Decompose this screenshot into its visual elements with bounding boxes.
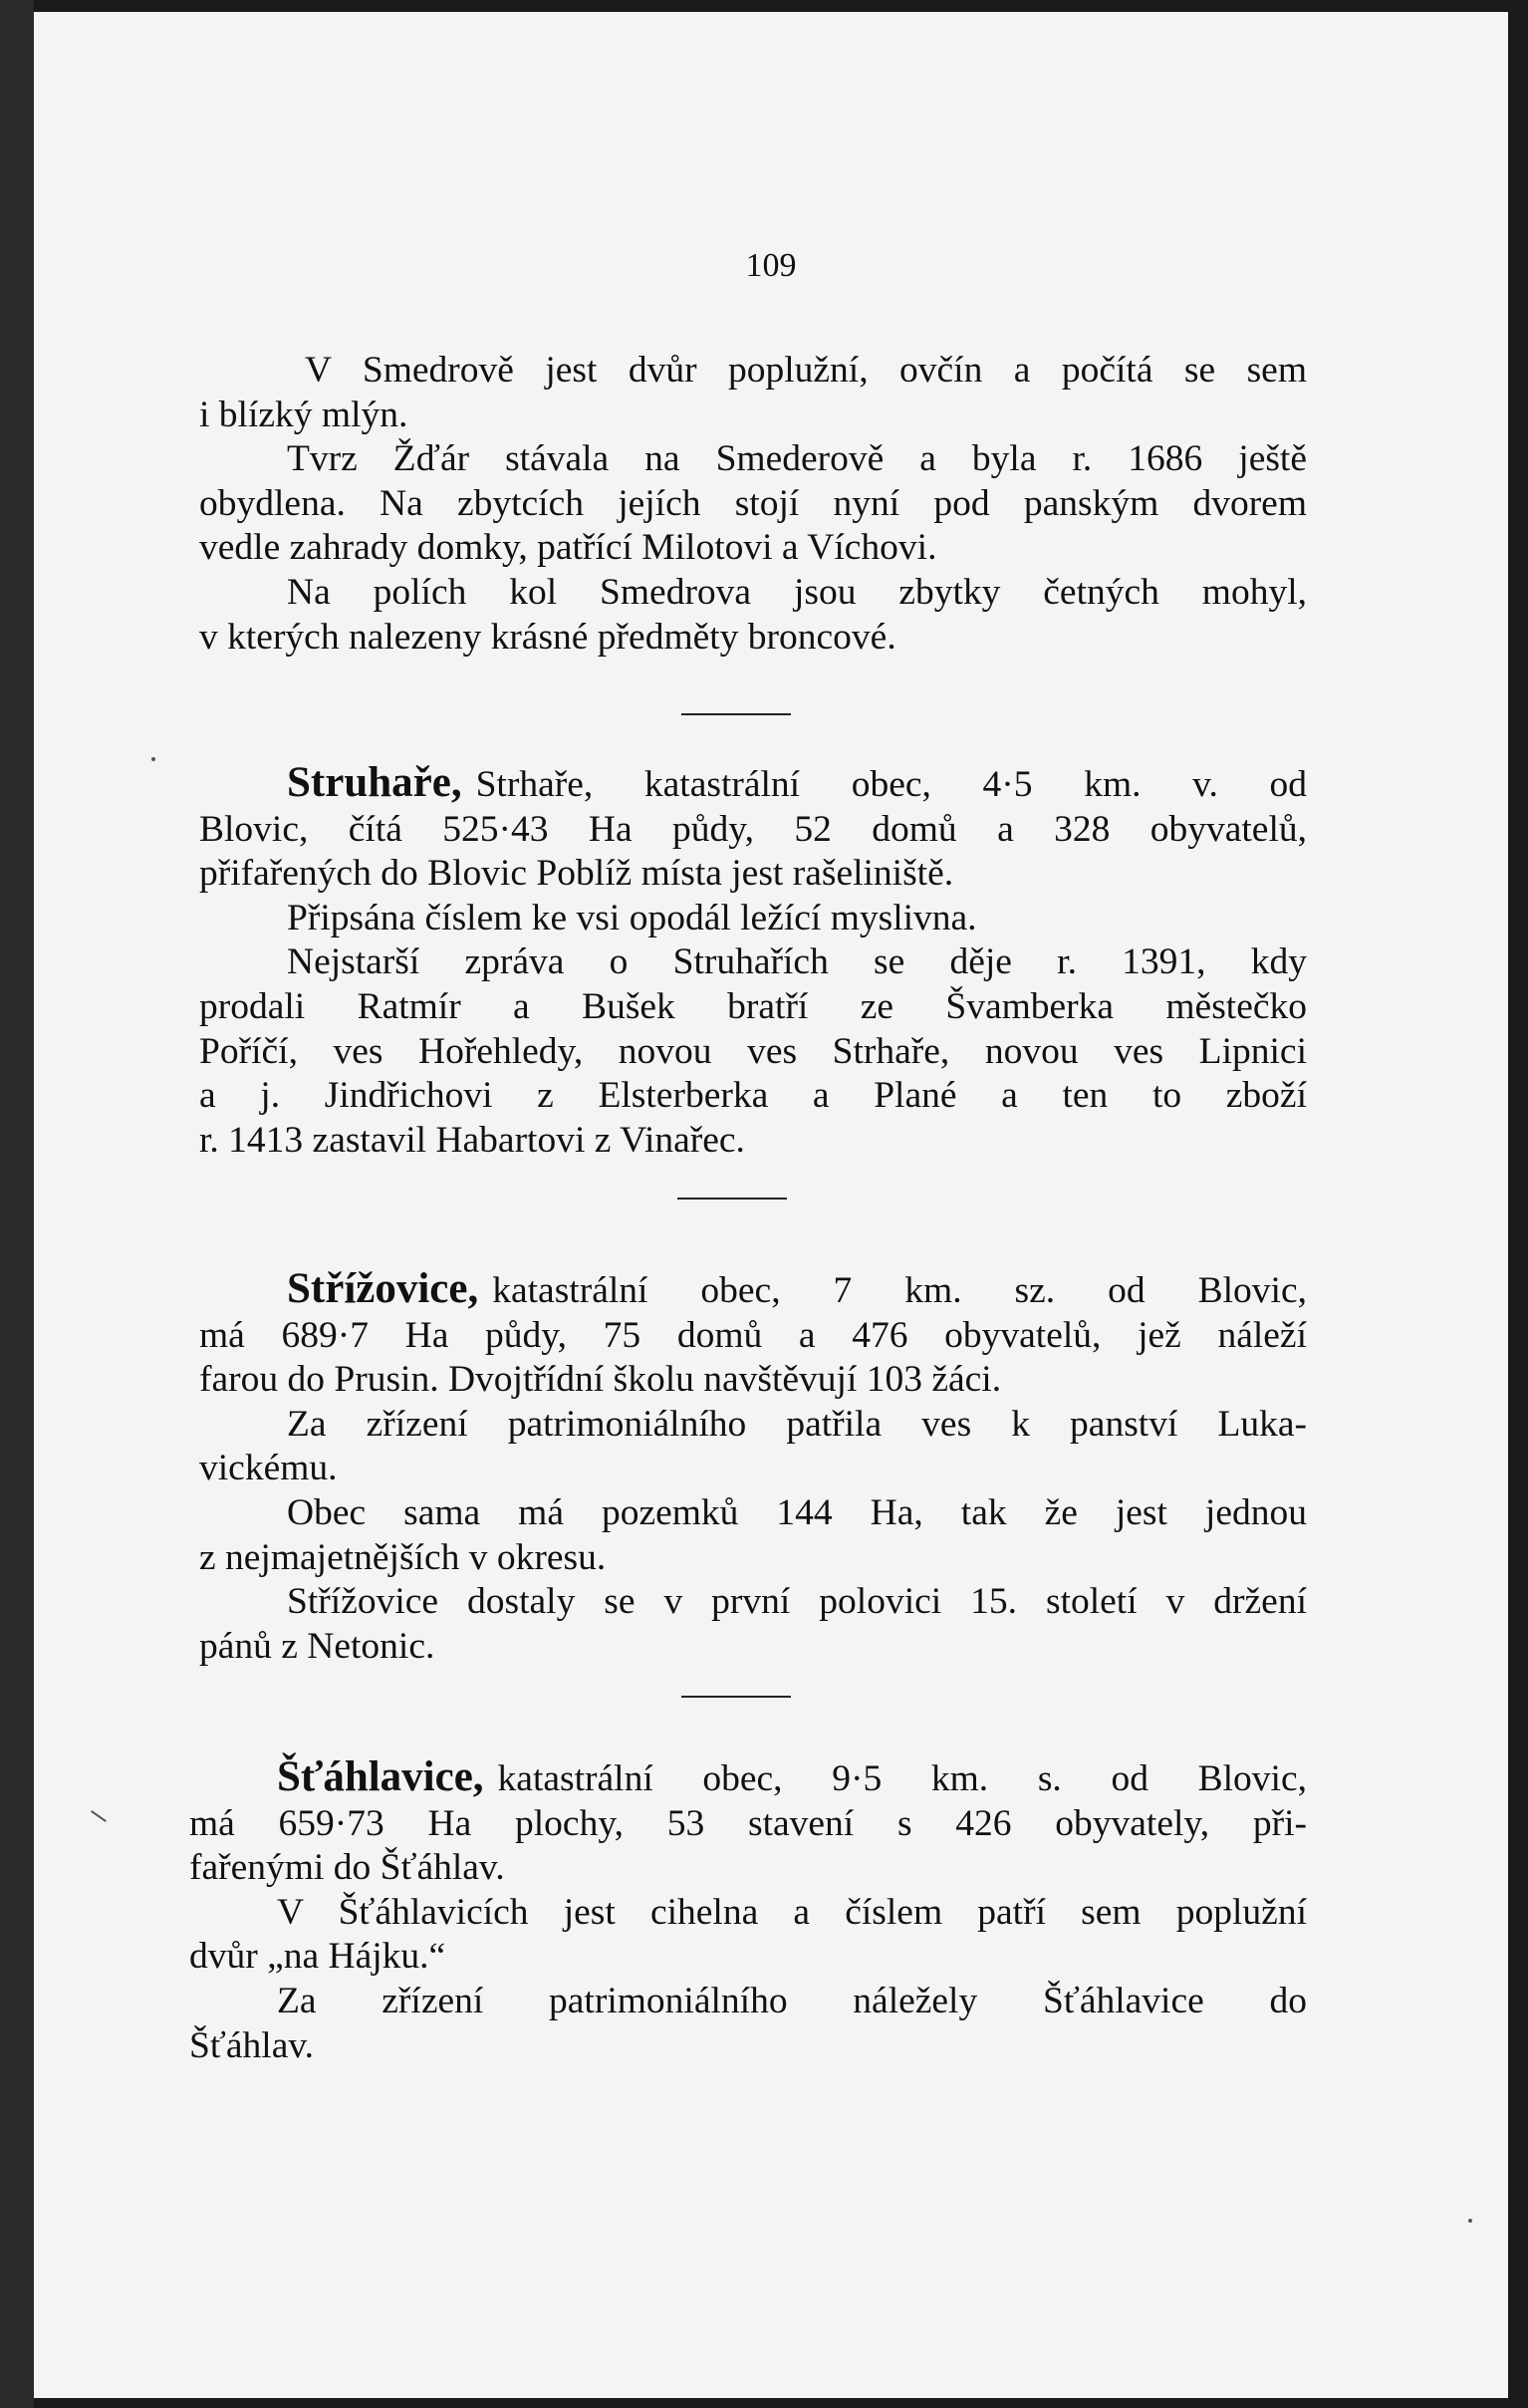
text-line: Za zřízení patrimoniálního náležely Šťáhlavice do <box>277 1980 1307 2021</box>
text-line: Poříčí, ves Hořehledy, novou ves Strhaře, novou ves Lipnici <box>199 1030 1307 1072</box>
text-line: r. 1413 zastavil Habartovi z Vinařec. <box>199 1119 745 1161</box>
entry-headword: Struhaře, <box>287 759 462 806</box>
text-line: i blízký mlýn. <box>199 394 408 435</box>
entry-first-line <box>199 1267 1307 1314</box>
text-line: obydlena. Na zbytcích jejích stojí nyní pod panským dvorem <box>199 482 1307 524</box>
section-divider <box>681 1696 791 1698</box>
entry-first-line <box>189 1755 1307 1802</box>
section-divider <box>681 713 791 715</box>
intro-paragraph <box>199 349 1307 660</box>
text-line: fařenými do Šťáhlav. <box>189 1847 505 1889</box>
text-line: Nejstarší zpráva o Struhařích se děje r. 1391, kdy <box>287 941 1307 983</box>
text-line: a j. Jindřichovi z Elsterberka a Plané a ten to zboží <box>199 1075 1307 1117</box>
text-line: vickému. <box>199 1448 338 1489</box>
text-line: pánů z Netonic. <box>199 1625 435 1667</box>
scan-speck <box>151 757 155 761</box>
text-line: dvůr „na Hájku.“ <box>189 1936 446 1978</box>
entry-struhare <box>199 761 1307 1163</box>
text-line: Střížovice dostaly se v první polovici 15. století v držení <box>287 1581 1307 1623</box>
text-line: má 659·73 Ha plochy, 53 stavení s 426 obyvately, při- <box>189 1802 1307 1844</box>
text-line: Šťáhlav. <box>189 2024 315 2066</box>
text-line: má 689·7 Ha půdy, 75 domů a 476 obyvatelů, jež náleží <box>199 1314 1307 1356</box>
entry-stahlavice <box>189 1755 1307 2068</box>
text-line: farou do Prusin. Dvojtřídní školu navštěvují 103 žáci. <box>199 1359 1002 1401</box>
text-line: V Smedrově jest dvůr poplužní, ovčín a počítá se sem <box>305 350 1307 391</box>
text-line: Blovic, čítá 525·43 Ha půdy, 52 domů a 328 obyvatelů, <box>199 808 1307 850</box>
scan-edge-left <box>0 0 34 2408</box>
text-line: Připsána číslem ke vsi opodál ležící myslivna. <box>287 897 977 938</box>
text-line: z nejmajetnějších v okresu. <box>199 1536 607 1578</box>
text-line: Na polích kol Smedrova jsou zbytky četných mohyl, <box>287 571 1307 613</box>
entry-strizovice <box>199 1267 1307 1669</box>
text-line: prodali Ratmír a Bušek bratří ze Švamberka městečko <box>199 985 1307 1027</box>
entry-first-line <box>199 761 1307 808</box>
text-line: Obec sama má pozemků 144 Ha, tak že jest jednou <box>287 1491 1307 1533</box>
entry-first-line-text: Strhaře, katastrální obec, 4·5 km. v. od <box>475 764 1307 805</box>
text-line: vedle zahrady domky, patřící Milotovi a Víchovi. <box>199 527 937 569</box>
section-divider <box>677 1198 787 1200</box>
text-line: přifařených do Blovic Poblíž místa jest rašeliniště. <box>199 853 954 895</box>
entry-first-line-text: katastrální obec, 7 km. sz. od Blovic, <box>492 1270 1307 1311</box>
page-number: 109 <box>745 247 797 284</box>
entry-headword: Šťáhlavice, <box>277 1753 484 1800</box>
entry-first-line-text: katastrální obec, 9·5 km. s. od Blovic, <box>497 1758 1307 1799</box>
text-line: Za zřízení patrimoniálního patřila ves k panství Luka- <box>287 1403 1307 1445</box>
text-line: V Šťáhlavicích jest cihelna a číslem patří sem poplužní <box>277 1891 1307 1933</box>
text-line: v kterých nalezeny krásné předměty broncové. <box>199 616 896 658</box>
scan-speck <box>91 1810 107 1822</box>
entry-headword: Střížovice, <box>287 1265 479 1312</box>
book-page <box>34 12 1508 2398</box>
text-line: Tvrz Žďár stávala na Smederově a byla r. 1686 ještě <box>287 438 1307 480</box>
scan-speck <box>1468 2219 1472 2223</box>
